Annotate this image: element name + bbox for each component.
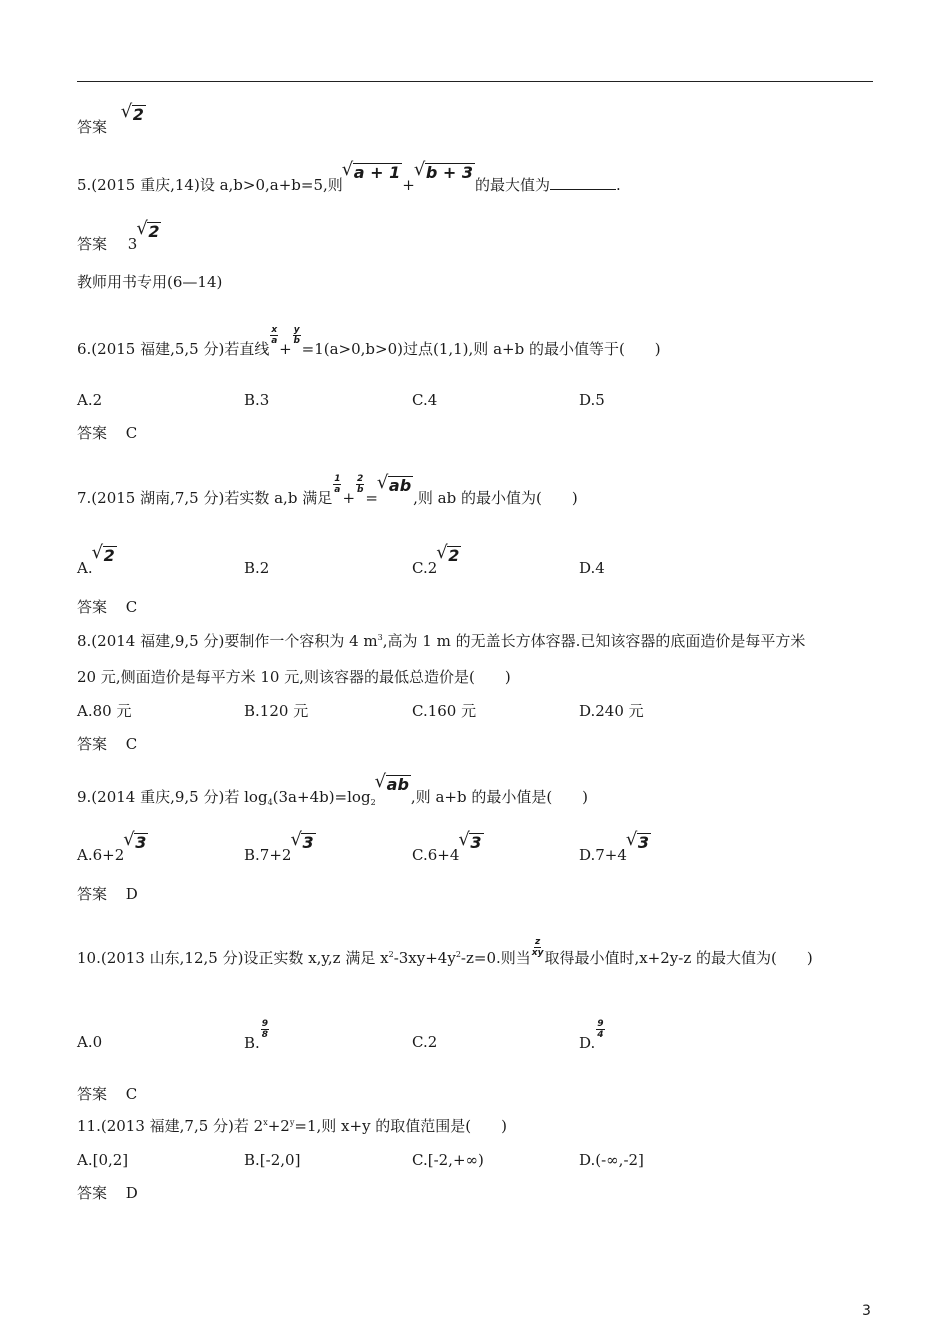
q5-suffix: 的最大值为 <box>474 176 550 194</box>
q7-option-b: B.2 <box>244 559 270 577</box>
q7-frac2-den: b <box>356 485 364 495</box>
q10-sup-2: 2 <box>455 950 461 959</box>
q10-option-c: C.2 <box>412 1033 438 1051</box>
question-11 <box>77 1116 507 1139</box>
answer-value: C <box>125 598 138 616</box>
q8-option-b: B.120 元 <box>244 702 309 720</box>
sqrt-expression: √ 2 <box>103 546 117 564</box>
q9-option-a <box>77 833 148 865</box>
q6-plus: + <box>279 340 292 358</box>
question-10 <box>77 937 813 971</box>
q10-optB-fraction <box>261 1019 269 1040</box>
q6-option-c: C.4 <box>412 391 438 409</box>
q6-fraction-2 <box>293 325 301 346</box>
q6-frac1-num: x <box>271 325 278 335</box>
q10-mid-2: -z=0.则当 <box>460 949 531 967</box>
answer-value: C <box>125 424 138 442</box>
sqrt-expression: √ 3 <box>469 833 483 851</box>
q5-plus: + <box>402 176 415 194</box>
q10-optD-label: D. <box>579 1034 596 1052</box>
answer-q4 <box>77 105 146 137</box>
answer-label: 答案 <box>77 1184 108 1202</box>
q9-optD-label: D.7+4 <box>579 846 627 864</box>
q11-option-a: A.[0,2] <box>77 1151 129 1169</box>
q10-sup-1: 2 <box>388 950 394 959</box>
q10-optD-fraction <box>596 1019 604 1040</box>
q6-frac2-den: b <box>293 336 300 346</box>
q7-plus: + <box>342 489 356 507</box>
q7-option-a <box>77 546 117 578</box>
q9-optA-label: A.6+2 <box>77 846 125 864</box>
answer-label: 答案 <box>77 118 108 136</box>
q11-mid: +2 <box>267 1117 290 1135</box>
answer-label: 答案 <box>77 735 108 753</box>
sqrt-expression: √ 3 <box>637 833 651 851</box>
question-5 <box>77 163 621 195</box>
q10-optB-label: B. <box>244 1034 260 1052</box>
answer-label: 答案 <box>77 885 108 903</box>
answer-q11 <box>77 1183 138 1203</box>
answer-label: 答案 <box>77 235 108 253</box>
q8-text-a: 8.(2014 福建,9,5 分)要制作一个容积为 4 m <box>77 632 378 650</box>
q7-frac2-num: 2 <box>357 474 364 484</box>
q7-option-d: D.4 <box>579 559 605 577</box>
q7-optC-label: C.2 <box>412 559 438 577</box>
q6-prefix: 6.(2015 福建,5,5 分)若直线 <box>77 340 270 358</box>
q5-root-1: √ a + 1 <box>353 163 402 181</box>
sqrt-expression: √ 2 <box>132 105 146 123</box>
q7-root: √ ab <box>388 476 413 494</box>
q6-fraction-1 <box>270 325 278 346</box>
q5-answer-blank <box>550 175 616 190</box>
answer-value: D <box>125 1184 138 1202</box>
q10-option-d <box>579 1019 606 1053</box>
answer-coefficient: 3 <box>127 235 138 253</box>
q10-frac-den: xy <box>531 948 544 958</box>
q11-option-b: B.[-2,0] <box>244 1151 301 1169</box>
q9-option-d <box>579 833 651 865</box>
q5-prefix: 5.(2015 重庆,14)设 a,b>0,a+b=5,则 <box>77 176 343 194</box>
q8-option-c: C.160 元 <box>412 702 477 720</box>
q10-optD-num: 9 <box>597 1019 604 1029</box>
q9-optC-label: C.6+4 <box>412 846 460 864</box>
q7-prefix: 7.(2015 湖南,7,5 分)若实数 a,b 满足 <box>77 489 333 507</box>
q9-mid: (3a+4b)=log <box>272 788 371 806</box>
answer-value: C <box>125 1085 138 1103</box>
answer-q6 <box>77 423 137 443</box>
answer-q10 <box>77 1084 137 1104</box>
q10-frac-num: z <box>534 937 541 947</box>
q8-superscript: 3 <box>377 633 383 642</box>
answer-q7 <box>77 597 137 617</box>
question-6 <box>77 325 661 359</box>
sqrt-expression: √ 3 <box>301 833 315 851</box>
q8-option-a: A.80 元 <box>77 702 132 720</box>
q8-option-d: D.240 元 <box>579 702 644 720</box>
q6-option-d: D.5 <box>579 391 605 409</box>
q5-root-2: √ b + 3 <box>425 163 475 181</box>
q5-end: . <box>616 176 621 194</box>
question-8-line-1 <box>77 631 805 654</box>
q9-subscript-2: 2 <box>370 798 376 807</box>
q11-prefix: 11.(2013 福建,7,5 分)若 2 <box>77 1117 264 1135</box>
answer-q8 <box>77 734 137 754</box>
q11-option-c: C.[-2,+∞) <box>412 1151 484 1169</box>
q7-suffix: ,则 ab 的最小值为( ) <box>413 489 578 507</box>
q10-mid-1: -3xy+4y <box>393 949 456 967</box>
header-rule <box>77 81 873 82</box>
answer-q9 <box>77 884 138 904</box>
answer-label: 答案 <box>77 424 108 442</box>
answer-label: 答案 <box>77 1085 108 1103</box>
sqrt-expression: √ 2 <box>447 546 461 564</box>
q9-option-c <box>412 833 484 865</box>
q8-text-b: ,高为 1 m 的无盖长方体容器.已知该容器的底面造价是每平方米 <box>382 632 806 650</box>
answer-label: 答案 <box>77 598 108 616</box>
q7-frac1-num: 1 <box>334 474 341 484</box>
q7-frac1-den: a <box>334 485 341 495</box>
question-8-line-2: 20 元,侧面造价是每平方米 10 元,则该容器的最低总造价是( ) <box>77 668 511 686</box>
q7-optA-label: A. <box>77 559 93 577</box>
q9-subscript-1: 4 <box>267 798 273 807</box>
q6-frac1-den: a <box>271 336 278 346</box>
question-9 <box>77 775 589 810</box>
answer-value: C <box>125 735 138 753</box>
question-7 <box>77 474 578 508</box>
q10-optB-den: 8 <box>261 1030 269 1040</box>
q10-suffix: 取得最小值时,x+2y-z 的最大值为( ) <box>544 949 813 967</box>
q9-optB-label: B.7+2 <box>244 846 292 864</box>
q6-option-b: B.3 <box>244 391 270 409</box>
q11-option-d: D.(-∞,-2] <box>579 1151 644 1169</box>
q10-optB-num: 9 <box>261 1019 269 1029</box>
q10-fraction <box>532 937 544 958</box>
q6-option-a: A.2 <box>77 391 103 409</box>
q11-sup-1: x <box>263 1118 268 1127</box>
q7-option-c <box>412 546 461 578</box>
q9-option-b <box>244 833 316 865</box>
sqrt-expression: √ 3 <box>134 833 148 851</box>
answer-q5 <box>77 222 161 254</box>
q9-prefix: 9.(2014 重庆,9,5 分)若 log <box>77 788 268 806</box>
teacher-note: 教师用书专用(6—14) <box>77 273 223 291</box>
q11-suffix: =1,则 x+y 的取值范围是( ) <box>294 1117 508 1135</box>
sqrt-expression: √ 2 <box>147 222 161 240</box>
q6-frac2-num: y <box>293 325 300 335</box>
q10-option-b <box>244 1019 270 1053</box>
q7-fraction-1 <box>333 474 341 495</box>
q9-root: √ ab <box>386 775 411 793</box>
answer-value: D <box>125 885 138 903</box>
q7-fraction-2 <box>356 474 364 495</box>
q10-prefix: 10.(2013 山东,12,5 分)设正实数 x,y,z 满足 x <box>77 949 389 967</box>
q6-suffix: =1(a>0,b>0)过点(1,1),则 a+b 的最小值等于( ) <box>301 340 661 358</box>
q10-optD-den: 4 <box>597 1030 604 1040</box>
q11-sup-2: y <box>289 1118 295 1127</box>
q7-equals: = <box>365 489 378 507</box>
q9-suffix: ,则 a+b 的最小值是( ) <box>410 788 589 806</box>
page-number: 3 <box>862 1303 871 1319</box>
q10-option-a: A.0 <box>77 1033 103 1051</box>
